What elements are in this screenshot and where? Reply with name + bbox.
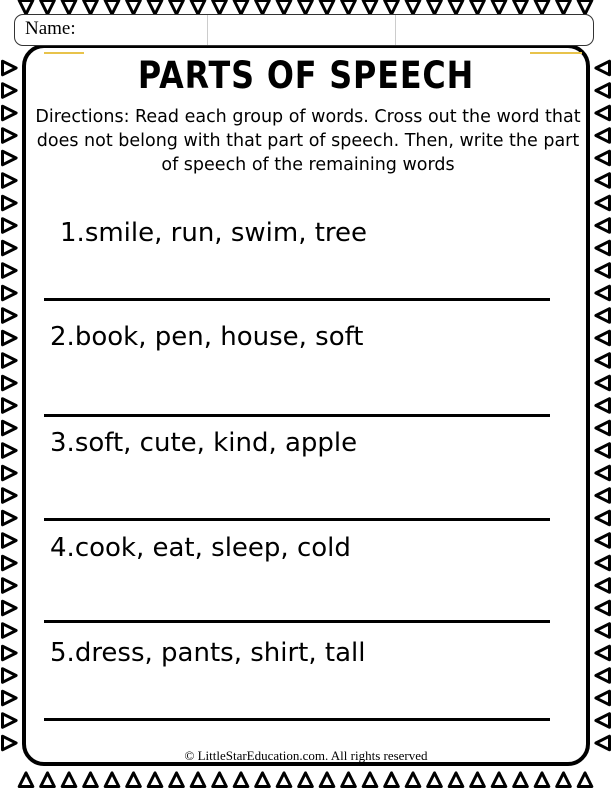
triangle-icon — [170, 1, 184, 15]
triangle-icon — [342, 773, 356, 787]
triangle-icon — [19, 773, 33, 787]
triangle-icon — [3, 61, 17, 75]
triangle-icon — [41, 773, 55, 787]
triangle-icon — [213, 773, 227, 787]
triangle-icon — [557, 773, 571, 787]
triangle-icon — [19, 1, 33, 15]
triangle-icon — [320, 773, 334, 787]
triangle-icon — [596, 376, 610, 390]
triangle-icon — [535, 773, 549, 787]
triangle-icon — [148, 773, 162, 787]
answer-line-1[interactable] — [44, 298, 550, 301]
triangle-icon — [596, 219, 610, 233]
triangle-icon — [213, 1, 227, 15]
triangle-icon — [596, 151, 610, 165]
triangle-icon — [62, 773, 76, 787]
triangle-icon — [3, 376, 17, 390]
copyright-footer: © LittleStarEducation.com. All rights reserved — [184, 748, 428, 763]
triangle-icon — [105, 773, 119, 787]
triangle-icon — [3, 129, 17, 143]
triangle-icon — [3, 624, 17, 638]
triangle-icon — [3, 174, 17, 188]
triangle-icon — [84, 773, 98, 787]
triangle-icon — [320, 1, 334, 15]
triangle-icon — [596, 624, 610, 638]
page-title: PARTS OF SPEECH — [137, 54, 475, 97]
question-3: 3.soft, cute, kind, apple — [50, 428, 358, 458]
triangle-icon — [596, 691, 610, 705]
triangle-icon — [596, 286, 610, 300]
answer-line-4[interactable] — [44, 620, 550, 623]
triangle-icon — [256, 773, 270, 787]
triangle-icon — [3, 646, 17, 660]
triangle-icon — [535, 1, 549, 15]
triangle-icon — [84, 1, 98, 15]
triangle-icon — [449, 773, 463, 787]
triangle-icon — [596, 61, 610, 75]
triangle-icon — [596, 129, 610, 143]
triangle-icon — [596, 421, 610, 435]
triangle-icon — [3, 286, 17, 300]
triangle-icon — [3, 219, 17, 233]
question-1: 1.smile, run, swim, tree — [60, 218, 368, 248]
triangle-icon — [492, 1, 506, 15]
triangle-icon — [557, 1, 571, 15]
triangle-icon — [234, 1, 248, 15]
triangle-icon — [148, 1, 162, 15]
triangle-icon — [514, 773, 528, 787]
answer-line-2[interactable] — [44, 414, 550, 417]
triangle-icon — [596, 534, 610, 548]
triangle-icon — [596, 309, 610, 323]
triangle-icon — [596, 669, 610, 683]
triangle-icon — [596, 106, 610, 120]
triangle-icon — [3, 579, 17, 593]
triangle-icon — [428, 1, 442, 15]
triangle-icon — [105, 1, 119, 15]
triangle-icon — [3, 601, 17, 615]
triangle-icon — [3, 354, 17, 368]
triangle-icon — [299, 773, 313, 787]
triangle-icon — [406, 773, 420, 787]
triangle-icon — [596, 399, 610, 413]
triangle-icon — [3, 331, 17, 345]
triangle-icon — [234, 773, 248, 787]
triangle-icon — [62, 1, 76, 15]
directions-text: Directions: Read each group of words. Cross out the word that does not belong with that part of speech. Then, write the part of speech of the remaining words — [35, 107, 581, 175]
question-2: 2.book, pen, house, soft — [50, 322, 364, 352]
triangle-icon — [3, 511, 17, 525]
triangle-icon — [596, 579, 610, 593]
triangle-icon — [596, 331, 610, 345]
triangle-icon — [596, 511, 610, 525]
question-4: 4.cook, eat, sleep, cold — [50, 533, 351, 563]
triangle-icon — [3, 466, 17, 480]
triangle-icon — [3, 444, 17, 458]
triangle-icon — [3, 151, 17, 165]
triangle-icon — [3, 196, 17, 210]
triangle-icon — [363, 773, 377, 787]
answer-line-5[interactable] — [44, 718, 550, 721]
triangle-icon — [471, 773, 485, 787]
triangle-icon — [449, 1, 463, 15]
triangle-icon — [3, 534, 17, 548]
triangle-icon — [385, 1, 399, 15]
triangle-icon — [578, 1, 592, 15]
triangle-icon — [596, 196, 610, 210]
triangle-icon — [191, 773, 205, 787]
triangle-icon — [3, 669, 17, 683]
triangle-icon — [514, 1, 528, 15]
triangle-icon — [596, 714, 610, 728]
triangle-icon — [299, 1, 313, 15]
triangle-icon — [471, 1, 485, 15]
triangle-icon — [41, 1, 55, 15]
triangle-icon — [406, 1, 420, 15]
triangle-icon — [277, 773, 291, 787]
triangle-icon — [578, 773, 592, 787]
name-field[interactable] — [14, 14, 594, 46]
triangle-icon — [596, 264, 610, 278]
triangle-icon — [127, 1, 141, 15]
triangle-icon — [596, 489, 610, 503]
triangle-icon — [492, 773, 506, 787]
triangle-icon — [428, 773, 442, 787]
triangle-icon — [596, 174, 610, 188]
triangle-icon — [385, 773, 399, 787]
triangle-icon — [596, 556, 610, 570]
triangle-icon — [3, 489, 17, 503]
triangle-icon — [3, 84, 17, 98]
triangle-icon — [363, 1, 377, 15]
name-label: Name: — [25, 18, 76, 39]
triangle-icon — [277, 1, 291, 15]
triangle-icon — [3, 399, 17, 413]
triangle-icon — [127, 773, 141, 787]
question-5: 5.dress, pants, shirt, tall — [50, 638, 366, 668]
answer-line-3[interactable] — [44, 518, 550, 521]
triangle-icon — [170, 773, 184, 787]
triangle-icon — [3, 691, 17, 705]
triangle-icon — [596, 354, 610, 368]
triangle-icon — [3, 421, 17, 435]
triangle-icon — [596, 444, 610, 458]
triangle-icon — [596, 466, 610, 480]
triangle-icon — [596, 241, 610, 255]
triangle-icon — [3, 241, 17, 255]
triangle-icon — [3, 106, 17, 120]
triangle-icon — [596, 601, 610, 615]
triangle-icon — [596, 84, 610, 98]
triangle-icon — [3, 309, 17, 323]
triangle-icon — [3, 264, 17, 278]
triangle-icon — [3, 556, 17, 570]
triangle-icon — [256, 1, 270, 15]
triangle-icon — [3, 714, 17, 728]
triangle-icon — [191, 1, 205, 15]
triangle-icon — [342, 1, 356, 15]
triangle-icon — [596, 646, 610, 660]
